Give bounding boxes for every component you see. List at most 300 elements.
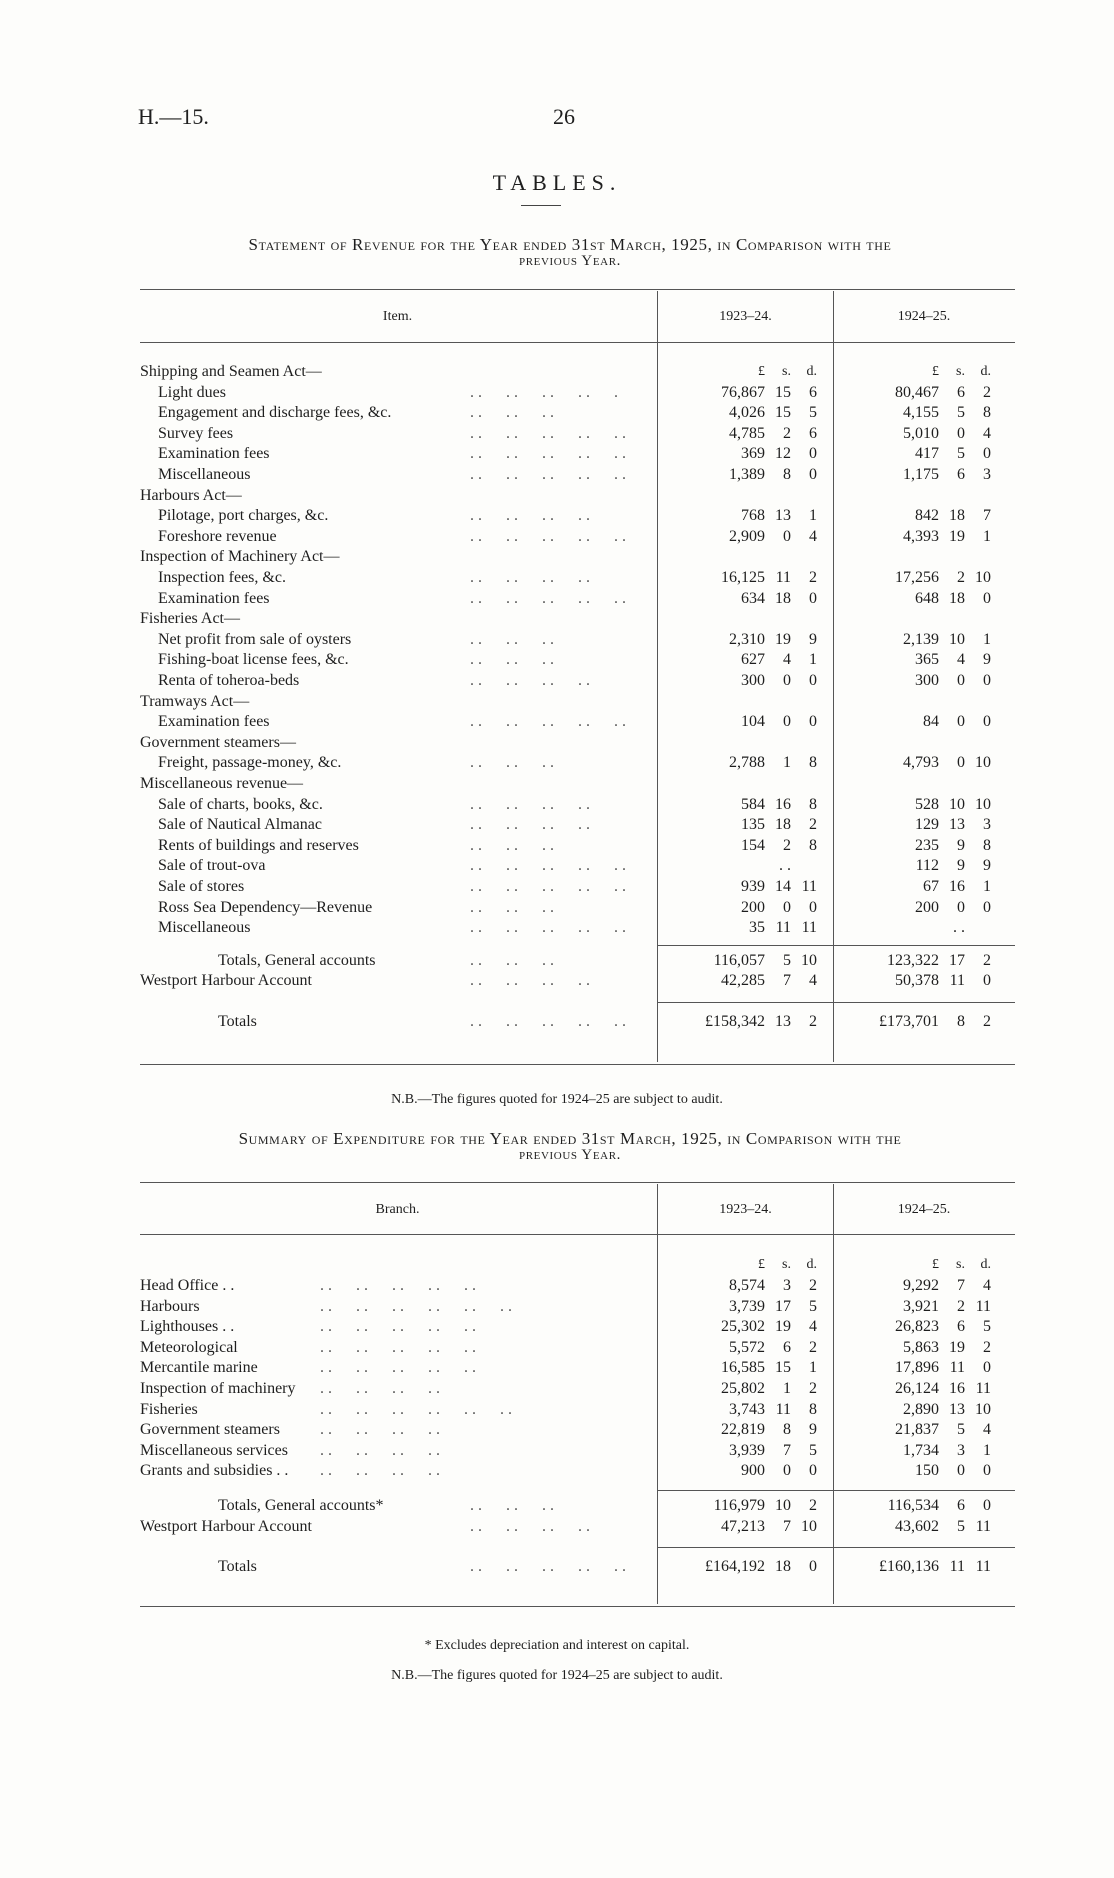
revenue-row-1924-pounds: 4,793 <box>903 754 939 772</box>
revenue-row-1924-pence: 0 <box>983 713 991 731</box>
revenue-row-1923-pence: 1 <box>809 507 817 525</box>
expenditure-row-1924-pounds: 26,124 <box>895 1380 939 1397</box>
revenue-row-1924-shillings: 10 <box>949 630 965 648</box>
revenue-row-leader: . . . . . . . . . . <box>470 445 626 463</box>
revenue-row-leader: . . . . . . . . . . <box>470 527 626 545</box>
expenditure-row-1924-pounds: £160,136 <box>879 1558 939 1576</box>
revenue-row-label: Tramways Act— <box>140 692 250 710</box>
expenditure-row-1923-pounds: £164,192 <box>705 1558 765 1576</box>
revenue-unit-pence: d. <box>806 364 817 379</box>
revenue-section-heading <box>0 486 1114 506</box>
revenue-row-1923-shillings: 0 <box>783 672 791 689</box>
expenditure-row-1924-shillings: 7 <box>957 1277 965 1294</box>
revenue-unit-shilling: s. <box>956 364 965 379</box>
revenue-row-1924-pence: 1 <box>983 630 991 648</box>
revenue-unit-shilling: s. <box>782 364 791 379</box>
revenue-row-1923-pounds: £158,342 <box>705 1013 765 1030</box>
revenue-row <box>0 465 1114 485</box>
revenue-row-1923-shillings: 7 <box>783 972 791 990</box>
revenue-row-1924-pence: 0 <box>983 445 991 463</box>
expenditure-unit-shilling: s. <box>782 1257 791 1272</box>
revenue-row <box>0 527 1114 547</box>
expenditure-row-1924-shillings: 6 <box>957 1318 965 1336</box>
expenditure-row-1923-shillings: 6 <box>783 1338 791 1356</box>
expenditure-header-rule <box>140 1234 1015 1235</box>
revenue-row-1923-pounds: 939 <box>741 878 765 895</box>
expenditure-row-1923-pounds: 47,213 <box>721 1517 765 1535</box>
revenue-row <box>0 856 1114 876</box>
expenditure-row <box>0 1358 1114 1378</box>
revenue-row-1923-shillings: 15 <box>775 404 791 422</box>
expenditure-row <box>0 1420 1114 1440</box>
revenue-row-1924-pounds: 50,378 <box>895 972 939 990</box>
revenue-row <box>0 898 1114 918</box>
expenditure-row-label: Harbours <box>140 1297 200 1315</box>
revenue-row-1923-pence: 8 <box>809 795 817 813</box>
expenditure-row-1924-pence: 0 <box>983 1462 991 1480</box>
document-title: TABLES. <box>492 170 622 195</box>
expenditure-row-1923-pounds: 25,802 <box>721 1380 765 1397</box>
revenue-row-label: Survey fees <box>158 424 234 442</box>
expenditure-row-1924-pence: 1 <box>983 1441 991 1459</box>
expenditure-row-1923-pence: 1 <box>809 1359 817 1377</box>
revenue-row-leader: . . . . . . <box>470 898 554 916</box>
revenue-row-label: Inspection fees, &c. <box>158 569 286 586</box>
revenue-row <box>0 918 1114 938</box>
revenue-row-1923-pounds: 16,125 <box>721 569 765 586</box>
revenue-row <box>0 444 1114 464</box>
revenue-row-leader: . . . . . . <box>470 651 554 669</box>
revenue-row-1923-pounds: 2,310 <box>729 630 765 648</box>
expenditure-row-1924-pounds: 1,734 <box>903 1441 939 1459</box>
revenue-row-label: Ross Sea Dependency—Revenue <box>158 898 373 916</box>
revenue-row-1924-shillings: 18 <box>949 507 965 525</box>
revenue-row-1923-pounds: 200 <box>741 898 765 916</box>
revenue-row-1923-shillings: 4 <box>783 651 791 669</box>
expenditure-row-1924-pence: 5 <box>983 1318 991 1336</box>
revenue-row-1924-pence: 9 <box>983 651 991 669</box>
revenue-row-1923-pounds: 768 <box>741 507 765 525</box>
revenue-row-1923-pounds: 42,285 <box>721 972 765 990</box>
revenue-row-1923-shillings: 16 <box>775 795 791 813</box>
revenue-row-label: Harbours Act— <box>140 486 242 504</box>
revenue-row-1923-pounds: 104 <box>741 713 765 731</box>
expenditure-row-1923-pounds: 22,819 <box>721 1421 765 1439</box>
revenue-row-1923-pounds: 2,909 <box>729 527 765 545</box>
revenue-row-1923-pounds: 369 <box>741 445 765 463</box>
revenue-row <box>0 951 1114 971</box>
revenue-header-rule <box>140 342 1015 343</box>
revenue-row-1924-shillings: 4 <box>957 651 965 669</box>
expenditure-row-leader: . . . . . . . . <box>470 1517 590 1535</box>
revenue-audit-note: N.B.—The figures quoted for 1924–25 are subject to audit. <box>391 1092 723 1107</box>
revenue-row-1924-shillings: 19 <box>949 527 965 545</box>
expenditure-row-1924-pounds: 17,896 <box>895 1359 939 1377</box>
expenditure-row-leader: . . . . . . . . . . <box>320 1277 476 1294</box>
expenditure-row-leader: . . . . . . <box>470 1497 554 1514</box>
revenue-row-leader: . . . . . . . . <box>470 507 590 525</box>
expenditure-row-1923-pounds: 116,979 <box>713 1497 765 1514</box>
expenditure-col-year2-header: 1924–25. <box>897 1202 951 1217</box>
revenue-row-1924-shillings: 5 <box>957 445 965 463</box>
expenditure-row-1923-shillings: 15 <box>775 1359 791 1377</box>
expenditure-row-1923-shillings: 7 <box>783 1441 791 1459</box>
revenue-row-1924-pounds: 1,175 <box>903 466 939 483</box>
revenue-row-leader: . . . . . . <box>470 630 554 648</box>
expenditure-row-1923-pence: 2 <box>809 1338 817 1356</box>
revenue-row-1923-pence: 1 <box>809 651 817 669</box>
revenue-row-1923-shillings: 0 <box>783 527 791 545</box>
revenue-row-label: Examination fees <box>158 713 270 731</box>
revenue-unit-pound: £ <box>758 364 765 379</box>
revenue-row-1924-pence: 8 <box>983 836 991 854</box>
revenue-row-1924-shillings: 5 <box>957 404 965 422</box>
revenue-row-label: Light dues <box>158 383 226 401</box>
revenue-row <box>0 568 1114 588</box>
expenditure-unit-pound: £ <box>932 1257 939 1272</box>
expenditure-row-label: Head Office . . <box>140 1277 235 1294</box>
revenue-bottom-rule <box>140 1064 1015 1065</box>
revenue-row-leader: . . . . . . <box>470 836 554 854</box>
expenditure-row-label: Westport Harbour Account <box>140 1517 312 1535</box>
expenditure-row-1923-pounds: 8,574 <box>729 1277 765 1294</box>
revenue-row-leader: . . . . . . . . . . <box>470 1013 626 1030</box>
expenditure-row-leader: . . . . . . . . . . <box>320 1318 476 1336</box>
expenditure-row-label: Fisheries <box>140 1400 198 1418</box>
expenditure-row-1924-shillings: 3 <box>957 1441 965 1459</box>
revenue-row-1924-pence: 2 <box>983 383 991 401</box>
expenditure-row-1923-pounds: 3,739 <box>729 1297 765 1315</box>
revenue-row-label: Miscellaneous <box>158 466 251 483</box>
revenue-row-1924-pence: 3 <box>983 816 991 834</box>
revenue-row-1924-pence: 2 <box>983 951 991 969</box>
expenditure-row-label: Meteorological <box>140 1338 238 1356</box>
revenue-row-label: Sale of Nautical Almanac <box>158 816 322 834</box>
expenditure-col-year1-header: 1923–24. <box>719 1202 772 1217</box>
expenditure-row-leader: . . . . . . . . . . <box>320 1359 476 1377</box>
revenue-row-label: Inspection of Machinery Act— <box>140 548 340 566</box>
expenditure-row <box>0 1441 1114 1461</box>
revenue-row-1923-pence: 10 <box>801 951 817 969</box>
revenue-row-leader: . . . . . . . . <box>470 569 590 586</box>
expenditure-row-1923-shillings: 8 <box>783 1421 791 1439</box>
revenue-row-1924-pence: 10 <box>975 754 991 772</box>
expenditure-row-1923-shillings: 3 <box>783 1277 791 1294</box>
revenue-row-1923-shillings: 11 <box>775 569 791 586</box>
expenditure-row-1924-shillings: 5 <box>957 1517 965 1535</box>
revenue-row-leader: . . . . . . . . <box>470 816 590 834</box>
expenditure-subtotal-rule-2 <box>833 1490 1015 1491</box>
revenue-section-heading <box>0 362 1114 382</box>
revenue-row <box>0 650 1114 670</box>
expenditure-row-label: Mercantile marine <box>140 1359 258 1377</box>
revenue-row-1924-pounds: 112 <box>915 857 939 875</box>
revenue-subtotal-rule-2 <box>833 945 1015 946</box>
revenue-row <box>0 630 1114 650</box>
expenditure-unit-pence: d. <box>806 1257 817 1272</box>
revenue-row-1924-pounds: 648 <box>915 589 939 607</box>
revenue-row-1924-shillings: . . <box>953 919 965 937</box>
revenue-row-1923-pence: 2 <box>809 569 817 586</box>
revenue-row-1924-pounds: 4,393 <box>903 527 939 545</box>
revenue-row-1923-pence: 4 <box>809 527 817 545</box>
revenue-row-label: Engagement and discharge fees, &c. <box>158 404 392 422</box>
revenue-row-1924-pounds: 528 <box>915 795 939 813</box>
revenue-row-1923-pence: 0 <box>809 898 817 916</box>
revenue-row-1923-shillings: 18 <box>775 589 791 607</box>
expenditure-total-rule-2 <box>833 1547 1015 1548</box>
expenditure-unit-pence: d. <box>980 1257 991 1272</box>
revenue-section-heading <box>0 774 1114 794</box>
revenue-row-1924-shillings: 18 <box>949 589 965 607</box>
revenue-row-leader: . . . . . . . . . . <box>470 857 626 875</box>
revenue-row-1924-pounds: 123,322 <box>887 951 939 969</box>
page-number: 26 <box>553 104 575 129</box>
revenue-row-1923-pounds: 154 <box>741 836 765 854</box>
revenue-row-1924-pence: 9 <box>983 857 991 875</box>
revenue-row-1923-pence: 8 <box>809 754 817 772</box>
expenditure-row-1924-shillings: 5 <box>957 1421 965 1439</box>
revenue-row-leader: . . . . . . . . <box>470 972 590 990</box>
revenue-row-1924-pence: 8 <box>983 404 991 422</box>
revenue-row-1923-pounds: 35 <box>749 919 765 937</box>
expenditure-row-1923-pence: 2 <box>809 1497 817 1514</box>
expenditure-units-row <box>0 1255 1114 1275</box>
revenue-row-1923-shillings: 0 <box>783 713 791 731</box>
expenditure-row <box>0 1400 1114 1420</box>
revenue-row-1924-pence: 1 <box>983 878 991 895</box>
expenditure-row-1924-pence: 11 <box>975 1558 991 1576</box>
revenue-col-item-header: Item. <box>382 309 413 324</box>
expenditure-row-1924-shillings: 19 <box>949 1338 965 1356</box>
revenue-row-1923-pence: 0 <box>809 589 817 607</box>
revenue-row-label: Sale of stores <box>158 878 245 895</box>
expenditure-unit-pound: £ <box>758 1257 765 1272</box>
revenue-row-1923-shillings: 2 <box>783 424 791 442</box>
revenue-row-1923-pence: 11 <box>801 919 817 937</box>
expenditure-footnote: * Excludes depreciation and interest on capital. <box>424 1638 690 1653</box>
revenue-row-leader: . . . . . . . . . . <box>470 466 626 483</box>
expenditure-row-1924-pence: 10 <box>975 1400 991 1418</box>
revenue-row-1924-shillings: 6 <box>957 383 965 401</box>
revenue-row-label: Fisheries Act— <box>140 610 240 628</box>
revenue-row-1924-pence: 7 <box>983 507 991 525</box>
revenue-row-1923-pounds: 627 <box>741 651 765 669</box>
expenditure-row-1924-pounds: 150 <box>915 1462 939 1480</box>
revenue-row-label: Government steamers— <box>140 733 296 751</box>
revenue-row-label: Pilotage, port charges, &c. <box>158 507 329 525</box>
expenditure-row-1924-shillings: 13 <box>949 1400 965 1418</box>
expenditure-row-leader: . . . . . . . . . . . . <box>320 1400 512 1418</box>
expenditure-row-1924-pounds: 3,921 <box>903 1297 939 1315</box>
expenditure-row-1923-shillings: 0 <box>783 1462 791 1480</box>
revenue-row-1924-pence: 2 <box>983 1013 991 1030</box>
expenditure-row-1924-pounds: 9,292 <box>903 1277 939 1294</box>
revenue-row-1924-pounds: 842 <box>915 507 939 525</box>
revenue-row-leader: . . . . . . <box>470 754 554 772</box>
expenditure-row-1924-shillings: 16 <box>949 1380 965 1397</box>
revenue-total-rule-2 <box>833 1002 1015 1003</box>
revenue-row-label: Examination fees <box>158 589 270 607</box>
revenue-row-1924-shillings: 9 <box>957 836 965 854</box>
expenditure-row-1924-pounds: 21,837 <box>895 1421 939 1439</box>
revenue-row-label: Net profit from sale of oysters <box>158 630 352 648</box>
revenue-row-1923-shillings: 5 <box>783 951 791 969</box>
revenue-row <box>0 506 1114 526</box>
revenue-row-1923-shillings: 11 <box>775 919 791 937</box>
revenue-row-leader: . . . . . . . . . . <box>470 589 626 607</box>
expenditure-total-rule-1 <box>657 1547 833 1548</box>
revenue-row-1923-pounds: 2,788 <box>729 754 765 772</box>
expenditure-row-1923-shillings: 1 <box>783 1380 791 1397</box>
expenditure-row-1924-shillings: 0 <box>957 1462 965 1480</box>
expenditure-row <box>0 1517 1114 1537</box>
revenue-row-1924-shillings: 17 <box>949 951 965 969</box>
revenue-row-1924-shillings: 0 <box>957 898 965 916</box>
revenue-row-1923-pounds: 300 <box>741 672 765 689</box>
revenue-col-year1-header: 1923–24. <box>719 309 772 324</box>
expenditure-row-1923-pounds: 25,302 <box>721 1318 765 1336</box>
expenditure-row-1923-pence: 5 <box>809 1441 817 1459</box>
expenditure-row <box>0 1338 1114 1358</box>
expenditure-row-leader: . . . . . . . . <box>320 1421 440 1439</box>
revenue-row-1924-pence: 0 <box>983 898 991 916</box>
revenue-row-1923-pounds: 4,785 <box>729 424 765 442</box>
expenditure-row-1924-pence: 4 <box>983 1277 991 1294</box>
expenditure-row-1924-pence: 11 <box>975 1297 991 1315</box>
revenue-row-leader: . . . . . . <box>470 404 554 422</box>
page-reference: H.—15. <box>138 104 209 129</box>
revenue-row-1923-shillings: 14 <box>775 878 791 895</box>
revenue-row-1923-pence: 9 <box>809 630 817 648</box>
revenue-top-rule <box>140 289 1015 290</box>
revenue-unit-pound: £ <box>932 364 939 379</box>
revenue-row-1923-pence: 4 <box>809 972 817 990</box>
revenue-total-rule-1 <box>657 1002 833 1003</box>
expenditure-row <box>0 1496 1114 1516</box>
revenue-row-1923-shillings: 2 <box>783 836 791 854</box>
expenditure-col-item-header: Branch. <box>375 1202 420 1217</box>
revenue-row-1924-pounds: 2,139 <box>903 630 939 648</box>
revenue-row-label: Foreshore revenue <box>158 527 277 545</box>
expenditure-row-label: Inspection of machinery <box>140 1380 296 1397</box>
revenue-row-1923-shillings: 13 <box>775 1013 791 1030</box>
expenditure-row-label: Lighthouses . . <box>140 1318 235 1336</box>
expenditure-row-1923-pence: 0 <box>809 1462 817 1480</box>
revenue-row-1923-shillings: 0 <box>783 898 791 916</box>
revenue-row-label: Miscellaneous <box>158 919 251 937</box>
expenditure-row-label: Government steamers <box>140 1421 280 1439</box>
revenue-row <box>0 671 1114 691</box>
revenue-heading <box>135 236 1005 270</box>
expenditure-row-1924-pounds: 26,823 <box>895 1318 939 1336</box>
revenue-row-1923-shillings: 1 <box>783 754 791 772</box>
revenue-row-1924-pence: 0 <box>983 672 991 689</box>
revenue-row-1923-pence: 0 <box>809 672 817 689</box>
expenditure-row-1923-pence: 2 <box>809 1380 817 1397</box>
revenue-section-heading <box>0 733 1114 753</box>
revenue-row-leader: . . . . . . . . . . <box>470 424 626 442</box>
revenue-row-label: Shipping and Seamen Act— <box>140 363 322 380</box>
revenue-row-1923-pounds: 1,389 <box>729 466 765 483</box>
revenue-row-1924-pounds: 67 <box>923 878 939 895</box>
revenue-row-1924-shillings: 13 <box>949 816 965 834</box>
revenue-section-heading <box>0 547 1114 567</box>
revenue-row-1923-shillings: 15 <box>775 383 791 401</box>
revenue-row-label: Freight, passage-money, &c. <box>158 754 342 772</box>
revenue-row-1924-pence: 4 <box>983 424 991 442</box>
revenue-row-1923-shillings: 12 <box>775 445 791 463</box>
revenue-row-1923-shillings: 13 <box>775 507 791 525</box>
expenditure-row-1923-pounds: 5,572 <box>729 1338 765 1356</box>
revenue-row-1924-pence: 0 <box>983 589 991 607</box>
revenue-row-1923-pounds: 584 <box>741 795 765 813</box>
expenditure-row-leader: . . . . . . . . <box>320 1462 440 1480</box>
expenditure-heading <box>135 1130 1005 1164</box>
expenditure-row <box>0 1276 1114 1296</box>
revenue-row-1923-pence: 0 <box>809 713 817 731</box>
revenue-row-leader: . . . . . . . . . <box>470 383 618 401</box>
revenue-row-1923-shillings: 19 <box>775 630 791 648</box>
revenue-row <box>0 1012 1114 1032</box>
revenue-row-label: Renta of toheroa-beds <box>158 672 300 689</box>
revenue-row-1924-shillings: 11 <box>949 972 965 990</box>
title-rule <box>521 205 561 206</box>
revenue-row-1924-shillings: 2 <box>957 569 965 586</box>
expenditure-top-rule <box>140 1182 1015 1183</box>
revenue-row-leader: . . . . . . . . . . <box>470 713 626 731</box>
revenue-heading-line2: previous Year. <box>519 253 621 269</box>
expenditure-unit-shilling: s. <box>956 1257 965 1272</box>
expenditure-audit-note: N.B.—The figures quoted for 1924–25 are subject to audit. <box>391 1668 723 1683</box>
expenditure-row-1924-shillings: 11 <box>949 1558 965 1576</box>
revenue-row-1924-pounds: 5,010 <box>903 424 939 442</box>
revenue-row-1923-pounds: 135 <box>741 816 765 834</box>
revenue-row-label: Miscellaneous revenue— <box>140 775 304 792</box>
revenue-row-1923-pence: 5 <box>809 404 817 422</box>
expenditure-row-1923-pounds: 3,939 <box>729 1441 765 1459</box>
expenditure-row-1923-shillings: 19 <box>775 1318 791 1336</box>
expenditure-row-leader: . . . . . . . . <box>320 1380 440 1397</box>
revenue-row-label: Sale of charts, books, &c. <box>158 795 323 813</box>
revenue-row <box>0 403 1114 423</box>
revenue-row-1923-pounds: 116,057 <box>713 951 765 969</box>
expenditure-row-1924-pence: 2 <box>983 1338 991 1356</box>
revenue-row-1924-pence: 10 <box>975 569 991 586</box>
revenue-row-1924-shillings: 0 <box>957 713 965 731</box>
revenue-row-1924-pounds: 417 <box>915 445 939 463</box>
revenue-row-1923-pounds: 4,026 <box>729 404 765 422</box>
revenue-row-leader: . . . . . . . . <box>470 672 590 689</box>
revenue-subtotal-rule-1 <box>657 945 833 946</box>
expenditure-row-1924-pounds: 116,534 <box>887 1497 939 1514</box>
revenue-row <box>0 795 1114 815</box>
revenue-row-1923-pence: 6 <box>809 424 817 442</box>
expenditure-row <box>0 1557 1114 1577</box>
revenue-row <box>0 753 1114 773</box>
revenue-row-label: Rents of buildings and reserves <box>158 836 359 854</box>
expenditure-row-1923-shillings: 17 <box>775 1297 791 1315</box>
revenue-row-1924-pounds: 84 <box>923 713 939 731</box>
expenditure-row-1924-pence: 0 <box>983 1359 991 1377</box>
expenditure-row-1924-pounds: 2,890 <box>903 1400 939 1418</box>
revenue-row <box>0 424 1114 444</box>
revenue-row-1924-pence: 10 <box>975 795 991 813</box>
revenue-row-1924-shillings: 0 <box>957 672 965 689</box>
revenue-row-leader: . . . . . . . . . . <box>470 919 626 937</box>
revenue-row-1924-pounds: 17,256 <box>895 569 939 586</box>
expenditure-row-label: Totals <box>218 1558 257 1576</box>
